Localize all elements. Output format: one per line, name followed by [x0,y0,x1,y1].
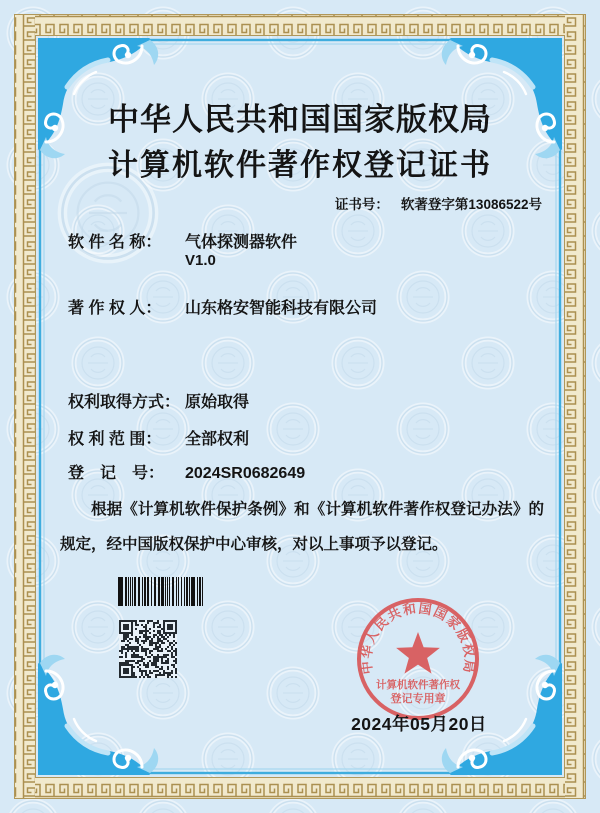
seal-line1: 计算机软件著作权 [376,679,460,691]
field-software-name [68,229,297,252]
field-value: 2024SR0682649 [185,465,306,482]
certificate-number-value: 软著登字第13086522号 [400,197,542,212]
software-version: V1.0 [185,252,216,269]
field-label: 著 作 权 人： [68,300,162,317]
seal-ring-text: 中华人民共和国国家版权局 [358,600,478,676]
field-label: 登 记 号： [68,465,165,482]
star-icon [396,632,440,674]
issue-date: 2024年05月20日 [351,714,487,734]
certificate-title: 计算机软件著作权登记证书 [108,149,492,182]
field-copyright-owner [68,295,377,318]
field-value: 山东格安智能科技有限公司 [185,300,378,317]
certificate-number [335,193,542,213]
field-label: 软 件 名 称： [68,234,162,251]
field-value: 原始取得 [185,394,250,411]
official-seal [352,593,484,725]
field-label: 权 利 范 围： [68,431,162,448]
field-registration-number [68,460,305,483]
field-value: 全部权利 [185,431,250,448]
seal-line2: 登记专用章 [390,693,446,705]
field-rights-scope [68,426,249,449]
authority-title: 中华人民共和国国家版权局 [108,102,492,137]
field-label: 权利取得方式： [68,394,181,411]
certificate-number-label: 证书号： [334,197,389,212]
field-acquisition-method [68,389,249,412]
qr-code [119,620,177,678]
registration-statement: 根据《计算机软件保护条例》和《计算机软件著作权登记办法》的规定，经中国版权保护中心审核，对以上事项予以登记。 [60,501,544,553]
barcode [118,577,210,606]
field-value: 气体探测器软件 [185,234,298,251]
